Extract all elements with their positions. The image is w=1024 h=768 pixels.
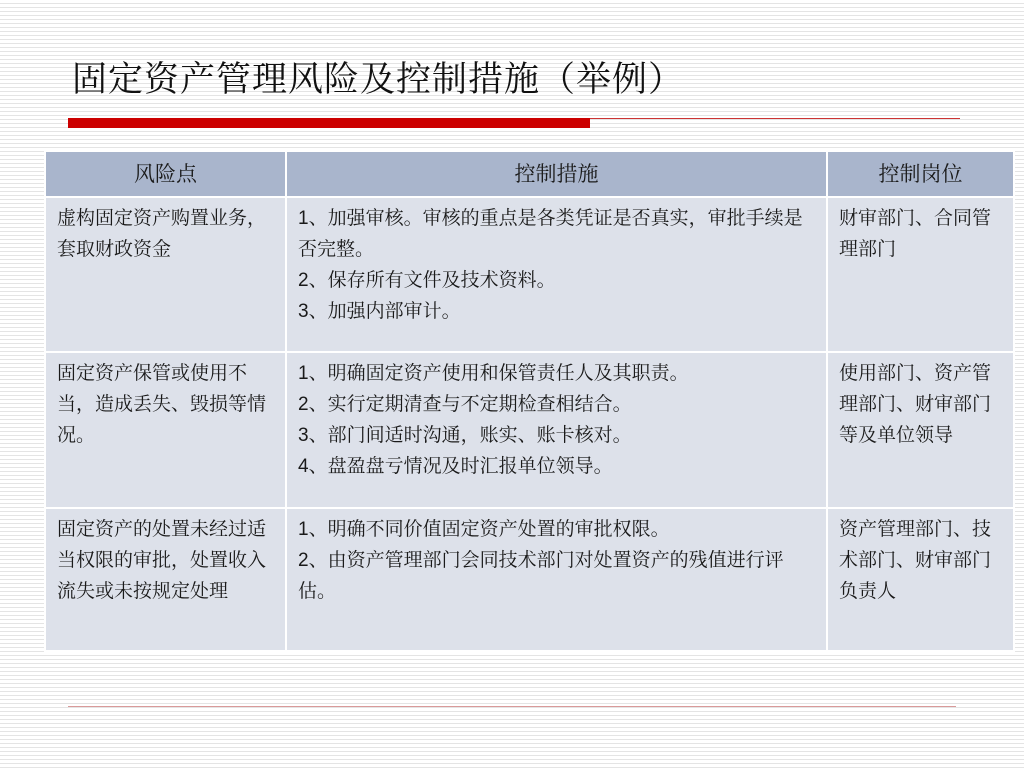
header-risk-point: 风险点 [45, 151, 286, 197]
risk-cell: 固定资产的处置未经过适当权限的审批，处置收入流失或未按规定处理 [45, 508, 286, 651]
measure-item: 2、由资产管理部门会同技术部门对处置资产的残值进行评估。 [298, 549, 784, 602]
slide-title: 固定资产管理风险及控制措施（举例） [72, 60, 685, 100]
measures-cell [286, 508, 827, 651]
table-row [45, 352, 1014, 508]
measure-item: 1、明确不同价值固定资产处置的审批权限。 [298, 518, 670, 540]
risk-cell: 虚构固定资产购置业务，套取财政资金 [45, 197, 286, 352]
measure-item: 2、保存所有文件及技术资料。 [298, 269, 556, 291]
measures-cell [286, 352, 827, 508]
measures-cell [286, 197, 827, 352]
header-control-measures: 控制措施 [286, 151, 827, 197]
header-control-post: 控制岗位 [827, 151, 1014, 197]
measure-item: 3、加强内部审计。 [298, 300, 461, 322]
measure-item: 1、加强审核。审核的重点是各类凭证是否真实，审批手续是否完整。 [298, 207, 803, 260]
title-underline-thin [590, 118, 960, 119]
measure-item: 3、部门间适时沟通，账实、账卡核对。 [298, 424, 632, 446]
table-row [45, 508, 1014, 651]
risk-control-table [44, 150, 1015, 652]
measure-item: 2、实行定期清查与不定期检查相结合。 [298, 393, 632, 415]
title-underline-thick [68, 118, 590, 128]
post-cell: 财审部门、合同管理部门 [827, 197, 1014, 352]
risk-cell: 固定资产保管或使用不当，造成丢失、毁损等情况。 [45, 352, 286, 508]
measure-item: 4、盘盈盘亏情况及时汇报单位领导。 [298, 455, 613, 477]
table-row [45, 197, 1014, 352]
measure-item: 1、明确固定资产使用和保管责任人及其职责。 [298, 362, 689, 384]
post-cell: 资产管理部门、技术部门、财审部门负责人 [827, 508, 1014, 651]
table-header-row [45, 151, 1014, 197]
post-cell: 使用部门、资产管理部门、财审部门等及单位领导 [827, 352, 1014, 508]
footer-rule [68, 706, 956, 707]
